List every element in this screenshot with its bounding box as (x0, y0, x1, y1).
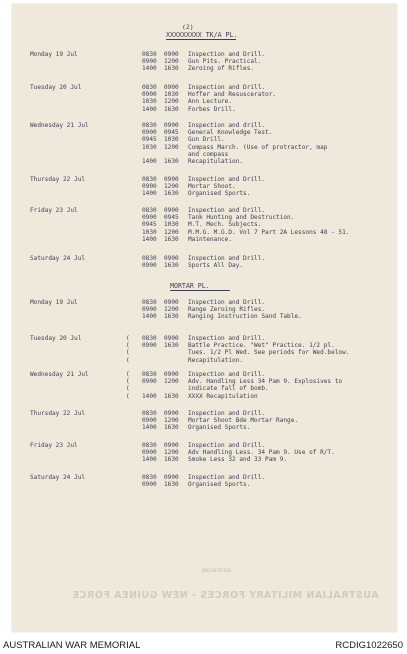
start-time: 0830 (142, 255, 157, 262)
end-time: 1630 (164, 157, 179, 165)
schedule-line (142, 58, 265, 65)
day-label: Thursday 22 Jul (30, 176, 86, 183)
start-time: 0900 (142, 481, 157, 489)
schedule-line (142, 129, 327, 136)
schedule-line (142, 481, 265, 488)
activity-text: Inspection and Drill. (188, 371, 266, 378)
start-time: 1400 (142, 190, 157, 198)
activity-text: and compass (188, 150, 229, 158)
end-time: 1200 (164, 306, 179, 314)
end-time: 0900 (164, 299, 179, 306)
end-time: 0900 (164, 410, 179, 417)
activity-text: Ann Lecture. (188, 98, 233, 106)
start-time: 0900 (142, 262, 157, 270)
section-title-text: XXXXXXXXX TK/A PL. (166, 31, 238, 39)
schedule-line (142, 371, 342, 378)
schedule-line (142, 236, 349, 243)
day-schedule (142, 51, 265, 73)
start-time: 0900 (142, 449, 157, 457)
end-time: 1630 (164, 342, 179, 350)
end-time: 1030 (164, 136, 179, 144)
start-time: 0830 (142, 51, 157, 58)
activity-text: Tank Hunting and Destruction. (188, 214, 295, 222)
start-time: 0830 (142, 371, 157, 378)
schedule-line (142, 51, 265, 58)
start-time: 1400 (142, 105, 157, 113)
start-time: 0900 (142, 417, 157, 425)
end-time: 0900 (164, 442, 179, 449)
day-label: Tuesday 20 Jul (30, 335, 82, 342)
schedule-line (142, 299, 302, 306)
day-label: Wednesday 21 Jul (30, 371, 89, 378)
day-schedule (142, 410, 298, 432)
activity-text: Inspection and Drill. (188, 442, 266, 449)
end-time: 1200 (164, 58, 179, 66)
activity-text: Hoffer and Resuscerator. (188, 91, 277, 99)
activity-text: Range Zeroing Rifles. (188, 306, 266, 314)
schedule-line (142, 255, 265, 262)
activity-text: Inspection and drill. (188, 122, 266, 129)
schedule-line (142, 106, 276, 113)
day-label: Tuesday 20 Jul (30, 84, 82, 91)
section-title-underline (166, 39, 236, 40)
start-time: 0900 (142, 183, 157, 191)
end-time: 0900 (164, 51, 179, 58)
start-time: 0830 (142, 442, 157, 449)
end-time: 0900 (164, 207, 179, 214)
schedule-line (142, 342, 349, 349)
activity-text: Battle Practice. "Wet" Practice. 1/2 pl. (188, 342, 335, 350)
start-time: 0830 (142, 410, 157, 417)
schedule-line (142, 313, 302, 320)
activity-text: Organised Sports. (188, 190, 251, 198)
activity-text: Zeroing of Rifles. (188, 65, 255, 73)
start-time: 1400 (142, 235, 157, 243)
end-time: 0900 (164, 176, 179, 183)
schedule-line (142, 207, 349, 214)
day-label: Monday 19 Jul (30, 299, 78, 306)
end-time: 1200 (164, 183, 179, 191)
activity-text: Recapitulation. (188, 157, 244, 165)
day-label: Wednesday 21 Jul (30, 122, 89, 129)
activity-text: Gun Drill. (188, 136, 225, 144)
start-time: 1400 (142, 424, 157, 432)
activity-text: Adv Handling Less. 34 Pam 9. Use of R/T. (188, 449, 335, 457)
start-time: 0900 (142, 91, 157, 99)
end-time: 1200 (164, 228, 179, 236)
end-time: 1200 (164, 449, 179, 457)
schedule-line (142, 65, 265, 72)
activity-text: M.M.G. M.G.D. Vol 7 Part 2A Lessons 48 - 51. (188, 228, 350, 236)
start-time: 0830 (142, 207, 157, 214)
day-label: Friday 23 Jul (30, 207, 78, 214)
activity-text: Inspection and Drill. (188, 176, 266, 183)
schedule-line (142, 136, 327, 143)
day-label: Friday 23 Jul (30, 442, 78, 449)
schedule-line (142, 229, 349, 236)
start-time: 0900 (142, 378, 157, 386)
schedule-line (142, 151, 327, 158)
activity-text: Inspection and Drill. (188, 255, 266, 262)
end-time: 1630 (164, 235, 179, 243)
activity-text: Organised Sports. (188, 481, 251, 489)
activity-text: Maintenance. (188, 235, 233, 243)
start-time: 1400 (142, 456, 157, 464)
end-time: 1630 (164, 392, 179, 400)
activity-text: Mortar Shoot. (188, 183, 236, 191)
activity-text: Inspection and Drill. (188, 410, 266, 417)
start-time: 0830 (142, 335, 157, 342)
schedule-line (142, 385, 342, 392)
day-label: Saturday 24 Jul (30, 255, 86, 262)
archive-footer (0, 636, 407, 654)
schedule-line (142, 410, 298, 417)
activity-text: M.T. Mech. Subjects. (188, 221, 262, 229)
start-time: 1400 (142, 313, 157, 321)
schedule-line (142, 417, 298, 424)
start-time: 0900 (142, 58, 157, 66)
section-title-text: MORTAR PL. (170, 282, 210, 290)
start-time: 1400 (142, 157, 157, 165)
schedule-line (142, 474, 265, 481)
start-time: 1400 (142, 392, 157, 400)
end-time: 1630 (164, 190, 179, 198)
schedule-line (142, 357, 349, 364)
end-time: 0900 (164, 84, 179, 91)
schedule-line (142, 158, 327, 165)
activity-text: Ranging Instruction Sand Table. (188, 313, 302, 321)
start-time: 1400 (142, 65, 157, 73)
start-time: 1030 (142, 143, 157, 151)
activity-text: Gun Pits. Practical. (188, 58, 262, 66)
schedule-line (142, 84, 276, 91)
schedule-line (142, 335, 349, 342)
start-time: 0830 (142, 176, 157, 183)
start-time: 0830 (142, 84, 157, 91)
activity-text: Adv. Handling Less 34 Pam 9. Explosives to (188, 378, 343, 386)
activity-text: Organised Sports. (188, 424, 251, 432)
day-label: Saturday 24 Jul (30, 474, 86, 481)
page-number: (2) (182, 23, 194, 31)
schedule-line (142, 183, 265, 190)
schedule-line (142, 393, 342, 400)
activity-text: Inspection and Drill. (188, 299, 266, 306)
day-schedule (142, 255, 265, 269)
schedule-line (142, 262, 265, 269)
day-label: Thursday 22 Jul (30, 410, 86, 417)
day-schedule (142, 122, 327, 165)
day-label: Monday 19 Jul (30, 51, 78, 58)
bracket-marks: ( ( ( ( (126, 335, 130, 364)
end-time: 1200 (164, 143, 179, 151)
start-time: 1030 (142, 228, 157, 236)
end-time: 0900 (164, 122, 179, 129)
schedule-line (142, 349, 349, 356)
activity-text: Compass March. (Use of protractor, map (188, 143, 328, 151)
activity-text: XXXX Recapitulation (188, 392, 258, 400)
end-time: 1630 (164, 456, 179, 464)
schedule-line (142, 424, 298, 431)
schedule-line (142, 190, 265, 197)
schedule-line (142, 144, 327, 151)
schedule-line (142, 221, 349, 228)
end-time: 0900 (164, 371, 179, 378)
start-time: 0900 (142, 214, 157, 222)
start-time: 0945 (142, 136, 157, 144)
start-time: 1030 (142, 98, 157, 106)
schedule-line (142, 214, 349, 221)
end-time: 1630 (164, 105, 179, 113)
activity-text: indicate fall of bomb. (188, 385, 269, 393)
activity-text: Inspection and Drill. (188, 335, 266, 342)
document-page (12, 4, 397, 632)
end-time: 1630 (164, 313, 179, 321)
schedule-line (142, 449, 335, 456)
end-time: 1030 (164, 221, 179, 229)
bracket-marks: ( ( ( ( (126, 371, 130, 400)
start-time: 0830 (142, 474, 157, 481)
activity-text: Inspection and Drill. (188, 51, 266, 58)
day-schedule (142, 442, 335, 464)
activity-text: Inspection and Drill. (188, 207, 266, 214)
start-time: 0900 (142, 306, 157, 314)
activity-text: Sports All Day. (188, 262, 244, 270)
day-schedule (142, 371, 342, 400)
schedule-line (142, 122, 327, 129)
schedule-line (142, 306, 302, 313)
start-time: 0900 (142, 129, 157, 137)
start-time: 0830 (142, 299, 157, 306)
activity-text: Mortar Shoot Bde Mortar Range. (188, 417, 299, 425)
activity-text: Inspection and Drill. (188, 84, 266, 91)
schedule-line (142, 91, 276, 98)
end-time: 0900 (164, 335, 179, 342)
end-time: 1200 (164, 98, 179, 106)
start-time: 0945 (142, 221, 157, 229)
classification-stamp: UNCLASSIFIED (202, 568, 231, 573)
day-schedule (142, 207, 349, 243)
end-time: 1630 (164, 262, 179, 270)
end-time: 1630 (164, 65, 179, 73)
schedule-line (142, 98, 276, 105)
mirrored-watermark: AUSTRALIAN MILITARY FORCES - NEW GUINEA FORCE (72, 590, 379, 601)
day-schedule (142, 299, 302, 321)
activity-text: Tues. 1/2 Pl Wed. See periods for Wed.below. (188, 349, 350, 357)
section-title-underline (170, 290, 230, 291)
end-time: 1200 (164, 378, 179, 386)
end-time: 1630 (164, 424, 179, 432)
footer-institution: AUSTRALIAN WAR MEMORIAL (3, 640, 141, 651)
end-time: 1200 (164, 417, 179, 425)
day-schedule (142, 474, 265, 488)
end-time: 1030 (164, 91, 179, 99)
activity-text: Recapitulation. (188, 356, 244, 364)
day-schedule (142, 84, 276, 113)
start-time: 0830 (142, 122, 157, 129)
schedule-line (142, 442, 335, 449)
end-time: 0900 (164, 255, 179, 262)
activity-text: Smoke Less 32 and 33 Pam 9. (188, 456, 288, 464)
footer-record-id: RCDIG1022650 (335, 640, 403, 651)
activity-text: Inspection and Drill. (188, 474, 266, 481)
end-time: 0900 (164, 474, 179, 481)
day-schedule (142, 335, 349, 364)
end-time: 0945 (164, 214, 179, 222)
schedule-line (142, 378, 342, 385)
day-schedule (142, 176, 265, 198)
end-time: 1630 (164, 481, 179, 489)
start-time: 0900 (142, 342, 157, 350)
schedule-line (142, 456, 335, 463)
schedule-line (142, 176, 265, 183)
activity-text: General Knowledge Test. (188, 129, 273, 137)
end-time: 0945 (164, 129, 179, 137)
activity-text: Forbes Drill. (188, 105, 236, 113)
